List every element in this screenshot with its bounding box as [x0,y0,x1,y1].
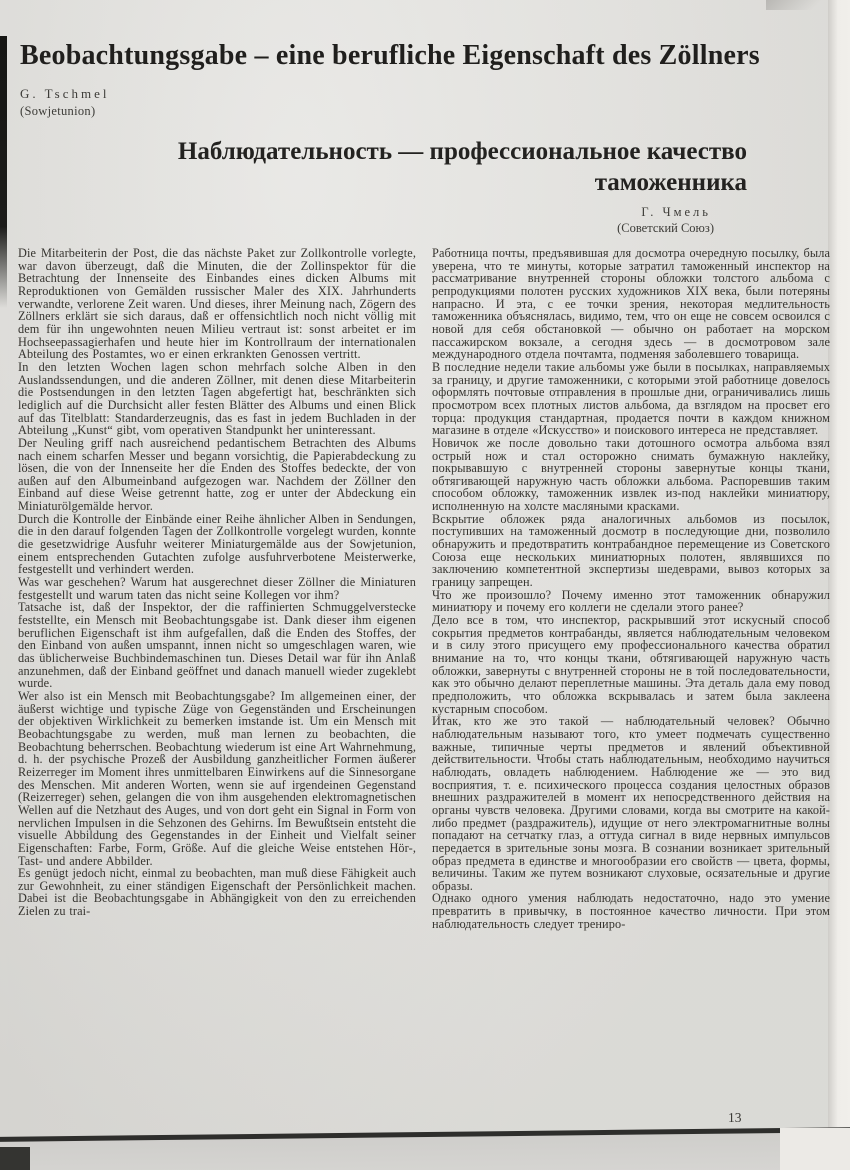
paragraph: Durch die Kontrolle der Einbände einer Reihe ähnlicher Alben in Sendungen, die in den darauf folgenden Tagen der Zollkontrolle vorgelegt wurden, konnte die gesetzwidrige Ausfuhr weiterer Miniaturgemälde aus der Sowjetunion, einem entsprechenden Gutachten zufolge ausfuhrverbotene Meisterwerke, festgestellt und verhindert werden. [18,511,416,577]
russian-author-origin: (Советский Союз) [617,221,714,235]
paragraph: In den letzten Wochen lagen schon mehrfach solche Alben in den Auslandssendungen, und die anderen Zöllner, mit denen diese Mitarbeiterin die Postsendungen in den letzten Tagen abgefertigt hat, beschränkten sich lediglich auf die Durchsicht aller festen Blätter des Albums und einen Blick auf das Titelblatt: Standarderzeugnis, das es fast in jedem Buchladen in der Abteilung „Kunst“ gibt, vom operativen Standpunkt her uninteressant. [18,359,416,438]
paragraph: Was war geschehen? Warum hat ausgerechnet dieser Zöllner die Miniaturen festgestellt und warum taten das nicht seine Kollegen vor ihm? [18,575,416,602]
russian-text-column [432,247,830,930]
paragraph: Дело все в том, что инспектор, раскрывший этот искусный способ сокрытия предметов контрабанды, является наблюдательным человеком и в силу этого присущего ему профессионального качества обратил внимание на то, что концы ткани, обтягивающей наружную часть обложки, завернуты с внутренней стороны не в той последовательности, как это обычно делают переплетные машины. Эта деталь дала ему повод предположить, что обложка вскрывалась и затем была заклеена кустарным способом. [432,613,830,716]
german-header [20,40,820,119]
paragraph: Die Mitarbeiterin der Post, die das nächste Paket zur Zollkontrolle vorlegte, war davon überzeugt, daß die Minuten, die der Zollinspektor für die Betrachtung der Innenseite des Einbandes eines dicken Albums mit Reproduktionen von Gemälden russischer Maler des XIX. Jahrhunderts verwandte, verlorene Zeit waren. Und dieses, ihrer Meinung nach, Zögern des Zöllners erklärt sie sich daraus, daß er offensichtlich noch nicht völlig mit dem für ihn ungewohnten neuen Milieu vertraut ist: sonst arbeitet er im Hochseepassagierhafen und heute hier im Kontrollraum der internationalen Abteilung des Postamtes, wo er einen erkrankten Genossen vertritt. [18,246,416,362]
german-author-origin: (Sowjetunion) [20,104,96,118]
paragraph: Вскрытие обложек ряда аналогичных альбомов из посылок, поступивших на таможенный досмотр в последующие дни, позволило обнаружить и предотвратить контрабандное перемещение из Советского Союза еще нескольких миниатюрных полотен, являвшихся по заключению компетентной экспертизы шедеврами, вывоз которых за границу запрещен. [432,511,830,590]
scan-corner-shadow [766,0,836,10]
scan-left-edge-artifact [0,36,7,308]
page-number: 13 [728,1110,742,1125]
paragraph: Tatsache ist, daß der Inspektor, der die raffinierten Schmuggelverstecke feststellte, ein Mensch mit Beobachtungsgabe ist. Dank dieser ihm eigenen beruflichen Eigenschaft ist ihm aufgefallen, daß die Enden des Stoffes, der den Einband von außen umspannt, innen nicht so umgeschlagen waren, wie das üblicherweise Buchbindemaschinen tun. Dieses Detail war für ihn Anlaß anzunehmen, daß der Einband geöffnet und danach manuell wieder zugeklebt wurde. [18,600,416,691]
paragraph: Итак, кто же это такой — наблюдательный человек? Обычно наблюдательным называют того, кто умеет подмечать существенно важные, типичные черты предметов и явлений объективной действительности. Чтобы стать наблюдательным, необходимо научиться наблюдать, овладеть наблюдением. Наблюдение же — это вид восприятия, т. е. психического процесса создания целостных образов внешних раздражителей в момент их непосредственного действия на органы чувств человека. Другими словами, когда вы смотрите на какой-либо предмет (раздражитель), идущие от него электромагнитные волны попадают на сетчатку глаз, а оттуда сигнал в виде нервных импульсов передается в зрительные зоны мозга. В сознании возникает зрительный образ предмета в единстве и многообразии его свойств — цвета, формы, величины. Таким же путем возникают слуховые, осязательные и другие образы. [432,714,830,893]
german-article-title: Beobachtungsgabe – eine berufliche Eigenschaft des Zöllners [20,40,760,71]
russian-article-title-line1: Наблюдательность — профессиональное качество [177,138,747,165]
german-author-name: G. Tschmel [20,86,110,101]
russian-author-name: Г. Чмель [641,205,711,219]
paragraph: Der Neuling griff nach ausreichend pedantischem Betrachten des Albums nach einem scharfen Messer und begann vorsichtig, die Papierabdeckung zu lösen, die von der Innenseite her die Enden des Stoffes bedeckte, der von außen auf den Albumeinband aufgezogen war. Nachdem der Zöllner den Einband auf diese Weise getrennt hatte, zog er unter der Abdeckung ein Miniaturölgemälde hervor. [18,435,416,514]
paragraph: Что же произошло? Почему именно этот таможенник обнаружил миниатюру и почему его коллеги не сделали этого ранее? [432,587,830,615]
german-text-column [18,247,416,930]
article-body [18,247,830,930]
paragraph: Wer also ist ein Mensch mit Beobachtungsgabe? Im allgemeinen einer, der äußerst wichtige und typische Züge von Gegenständen und Erscheinungen der objektiven Wirklichkeit zu bemerken imstande ist. Um ein Mensch mit Beobachtungsgabe zu werden, muß man lernen zu beobachten, die Beobachtung beherrschen. Beobachtung wiederum ist eine Art Wahrnehmung, d. h. der psychische Prozeß der Ausbildung ganzheitlicher Formen äußerer Reizerreger im Moment ihres unmittelbaren Einwirkens auf die Sinnesorgane des Menschen. Mit anderen Worten, wenn sie auf irgendeinen Gegenstand (Reizerreger) sehen, gelangen die von ihm ausgehenden elektromagnetischen Wellen auf die Netzhaut des Auges, und von dort geht ein Signal in Form von nervlichen Impulsen in die Sehzonen des Gehirns. Im Bewußtsein entsteht die visuelle Abbildung des Gegenstandes in der Einheit und Vielfalt seiner Eigenschaften: Farbe, Form, Größe. Auf die gleiche Weise entstehen Hör-, Tast- und andere Abbilder. [18,688,416,868]
paragraph: Работница почты, предъявившая для досмотра очередную посылку, была уверена, что те минуты, которые затратил таможенный инспектор на рассматривание внутренней стороны обложки толстого альбома с репродукциями полотен русских художников XIX века, были потеряны напрасно. И эта, с ее точки зрения, некоторая медлительность таможенника объяснялась, видимо, тем, что он еще не совсем освоился с новой для себя обстановкой — обычно он работает на морском пассажирском вокзале, а сегодня здесь — в досмотровом зале международного отдела почтамта, подменяя заболевшего товарища. [432,246,830,362]
scan-bottom-right-background [780,1128,850,1170]
paragraph: В последние недели такие альбомы уже были в посылках, направляемых за границу, и другие таможенники, с которыми этой работнице довелось оформлять почтовые отправления в прошлые дни, ограничивались лишь просмотром всех плотных листов альбома, да взглядом на просвет его торца: продукция стандартная, продается почти в каждом книжном магазине в отделе «Искусство» и поискового интереса не представляет. [432,359,830,438]
adjacent-page-edge [828,0,850,1170]
paragraph: Новичок же после довольно таки дотошного осмотра альбома взял острый нож и стал осторожно снимать бумажную наклейку, покрывавшую с внутренней стороны завернутые концы ткани, обтягивающей наружную часть обложки альбома. Распоревшив таким способом обложку, таможенник извлек из-под наклейки миниатюру, исполненную на холсте масляными красками. [432,435,830,514]
scan-bottom-left-artifact [0,1147,30,1170]
russian-header [150,136,747,236]
paragraph: Es genügt jedoch nicht, einmal zu beobachten, man muß diese Fähigkeit auch zur Gewohnheit, zu einer ständigen Eigenschaft der Persönlichkeit machen. Dabei ist die Beobachtungsgabe in Abhängigkeit von den zu erreichenden Zielen zu trai- [18,866,416,919]
paragraph: Однако одного умения наблюдать недостаточно, надо это умение превратить в привычку, в постоянное качество личности. При этом наблюдательность следует трениро- [432,891,830,931]
russian-article-title-line2: таможенника [594,169,747,196]
